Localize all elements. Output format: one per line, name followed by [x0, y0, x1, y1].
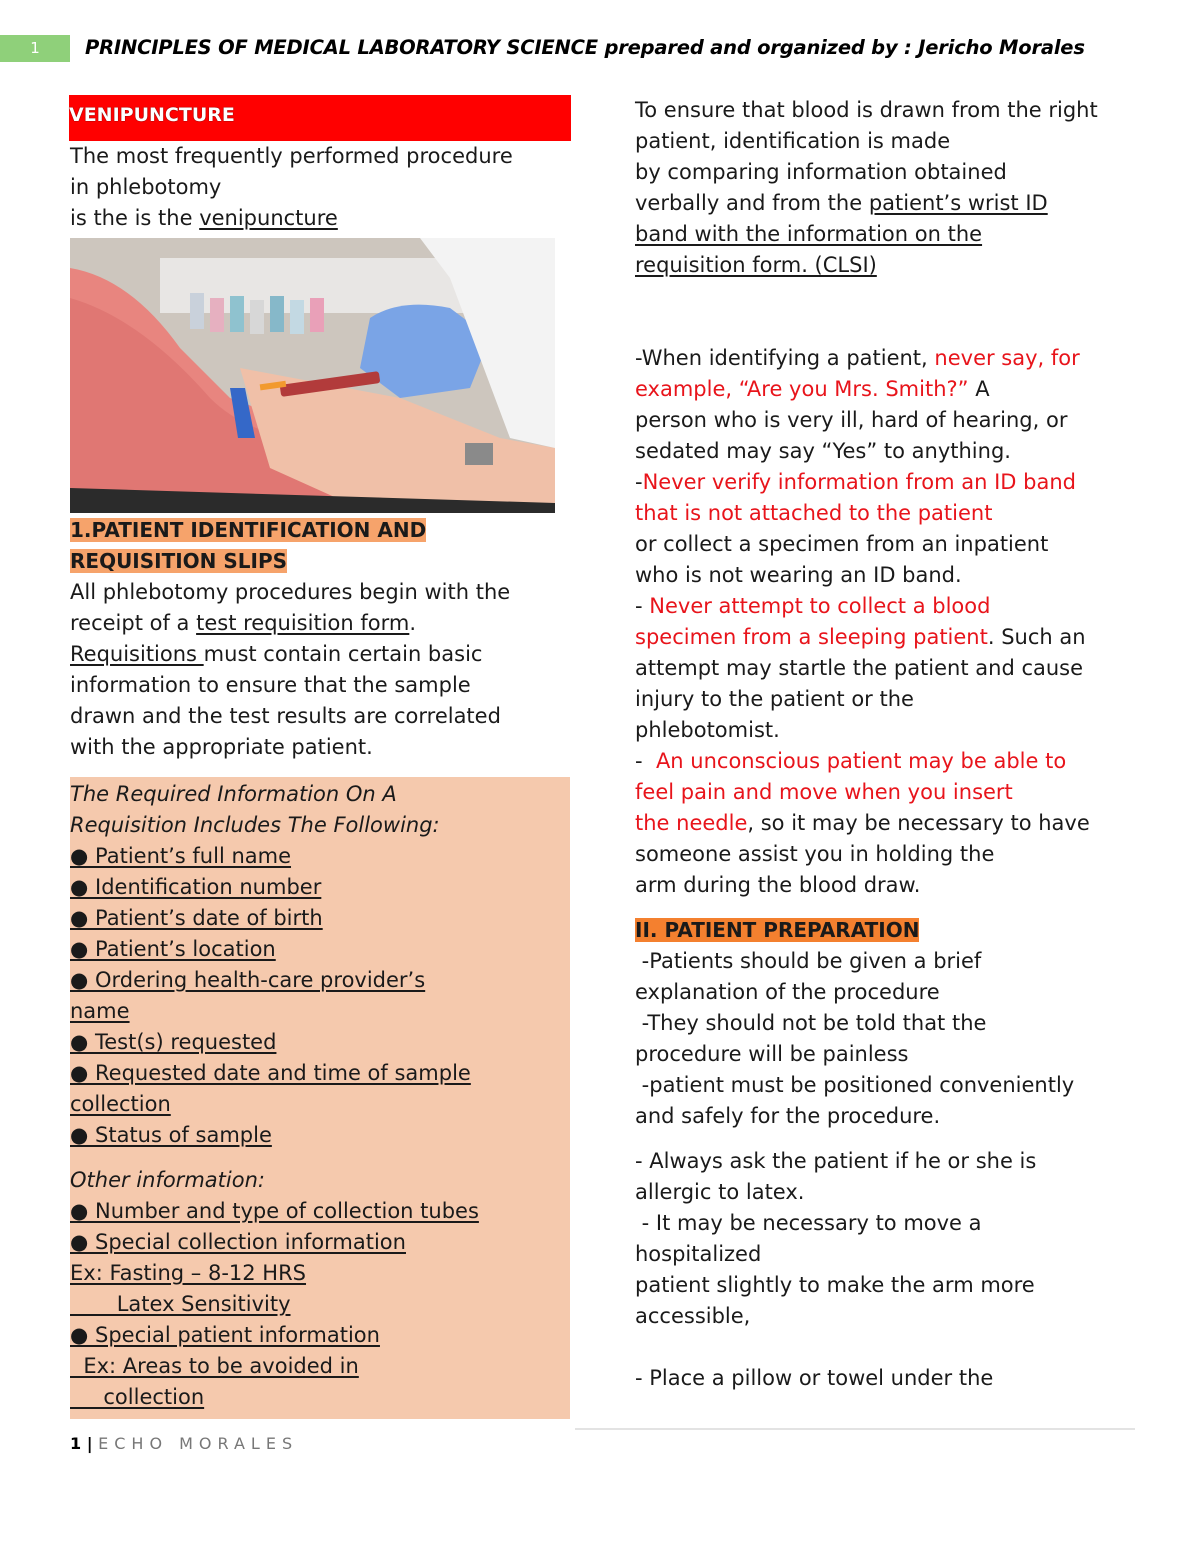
id-para-line3: by comparing information obtained — [635, 160, 1007, 184]
box-intro-line1: The Required Information On A — [70, 782, 397, 806]
other-info-label: Other information: — [70, 1168, 265, 1192]
bullet2-line4: who is not wearing an ID band. — [635, 563, 962, 587]
prep-line: -Patients should be given a brief — [635, 949, 982, 973]
other-item: ● Special patient information — [70, 1323, 380, 1347]
required-item: ● Status of sample — [70, 1123, 272, 1147]
other-item: Ex: Fasting – 8-12 HRS — [70, 1261, 307, 1285]
para1-line3: Requisitions must contain certain basic — [70, 642, 483, 666]
prep-line: and safely for the procedure. — [635, 1104, 941, 1128]
prep-line: -patient must be positioned conveniently — [635, 1073, 1075, 1097]
required-item: ● Patient’s date of birth — [70, 906, 323, 930]
section2-heading: II. PATIENT PREPARATION — [635, 918, 920, 942]
id-para-line4: verbally and from the patient’s wrist ID — [635, 191, 1048, 215]
prep2-line: - It may be necessary to move a — [635, 1211, 982, 1235]
prep-line: -They should not be told that the — [635, 1011, 987, 1035]
footer-page-number: 1 — [70, 1434, 82, 1453]
document-header-title: PRINCIPLES OF MEDICAL LABORATORY SCIENCE prepared and organized by : Jericho Morales — [85, 36, 1085, 59]
id-para-link-line3: requisition form. (CLSI) — [635, 253, 877, 277]
prep-line: procedure will be painless — [635, 1042, 909, 1066]
bullet3-line2: specimen from a sleeping patient. Such an — [635, 625, 1086, 649]
bullet3-line1: - Never attempt to collect a blood — [635, 594, 991, 618]
right-column — [635, 95, 1140, 1394]
bullet2-line3: or collect a specimen from an inpatient — [635, 532, 1049, 556]
intro-line-2: in phlebotomy — [70, 175, 222, 199]
other-item: collection — [70, 1385, 205, 1409]
id-para-link-line2: band with the information on the — [635, 222, 983, 246]
venipuncture-photo — [70, 238, 555, 513]
footer-rule — [575, 1428, 1135, 1430]
prep2-line: allergic to latex. — [635, 1180, 805, 1204]
bullet4-line1: - An unconscious patient may be able to — [635, 749, 1067, 773]
required-item: ● Test(s) requested — [70, 1030, 277, 1054]
box-intro-line2: Requisition Includes The Following: — [70, 813, 440, 837]
venipuncture-photo-illustration — [70, 238, 555, 513]
para1-line1: All phlebotomy procedures begin with the — [70, 580, 511, 604]
page-number-badge: 1 — [0, 35, 70, 62]
required-item: ● Requested date and time of sample — [70, 1061, 471, 1085]
section1-heading-line1: 1.PATIENT IDENTIFICATION AND — [70, 518, 427, 542]
bullet4-line2: feel pain and move when you insert — [635, 780, 1013, 804]
left-column — [70, 95, 570, 1419]
venipuncture-heading-bar — [69, 95, 571, 141]
bullet2-line1: -Never verify information from an ID band — [635, 470, 1076, 494]
bullet3-line5: phlebotomist. — [635, 718, 780, 742]
test-requisition-form-term: test requisition form — [196, 611, 410, 635]
intro-line-1: The most frequently performed procedure — [70, 144, 513, 168]
intro-line-3: is the is the venipuncture — [70, 206, 338, 230]
other-item: Latex Sensitivity — [70, 1292, 291, 1316]
para1-line6: with the appropriate patient. — [70, 735, 373, 759]
prep2-line: accessible, — [635, 1304, 751, 1328]
para1-line2: receipt of a test requisition form. — [70, 611, 416, 635]
bullet1-line2: example, “Are you Mrs. Smith?” A — [635, 377, 990, 401]
other-item: Ex: Areas to be avoided in — [70, 1354, 359, 1378]
para1-line5: drawn and the test results are correlated — [70, 704, 501, 728]
section1-heading-line2: REQUISITION SLIPS — [70, 549, 288, 573]
required-item: ● Ordering health-care provider’s — [70, 968, 426, 992]
required-item: name — [70, 999, 130, 1023]
wrist-id-term: patient’s wrist ID — [868, 191, 1048, 215]
venipuncture-heading: VENIPUNCTURE — [69, 104, 235, 126]
required-item: ● Patient’s location — [70, 937, 276, 961]
bullet3-line4: injury to the patient or the — [635, 687, 914, 711]
bullet4-line4: someone assist you in holding the — [635, 842, 995, 866]
required-item: ● Patient’s full name — [70, 844, 292, 868]
footer-separator: | — [81, 1434, 99, 1453]
bullet4-line3: the needle, so it may be necessary to have — [635, 811, 1090, 835]
required-item: ● Identification number — [70, 875, 322, 899]
para1-line4: information to ensure that the sample — [70, 673, 471, 697]
prep3-line: - Place a pillow or towel under the — [635, 1366, 994, 1390]
id-para-line1: To ensure that blood is drawn from the right — [635, 98, 1098, 122]
prep2-line: - Always ask the patient if he or she is — [635, 1149, 1037, 1173]
page-footer — [70, 1434, 298, 1453]
required-item: collection — [70, 1092, 171, 1116]
prep-line: explanation of the procedure — [635, 980, 940, 1004]
other-item: ● Number and type of collection tubes — [70, 1199, 479, 1223]
bullet1-line1: -When identifying a patient, never say, for — [635, 346, 1080, 370]
prep2-line: patient slightly to make the arm more — [635, 1273, 1035, 1297]
required-info-box — [70, 777, 570, 1419]
bullet1-line3: person who is very ill, hard of hearing, or — [635, 408, 1068, 432]
bullet3-line3: attempt may startle the patient and cause — [635, 656, 1084, 680]
footer-author: ECHO MORALES — [98, 1434, 299, 1453]
prep2-line: hospitalized — [635, 1242, 762, 1266]
bullet1-line4: sedated may say “Yes” to anything. — [635, 439, 1011, 463]
bullet2-line2: that is not attached to the patient — [635, 501, 993, 525]
bullet4-line5: arm during the blood draw. — [635, 873, 921, 897]
id-para-line2: patient, identification is made — [635, 129, 951, 153]
venipuncture-term: venipuncture — [199, 206, 338, 230]
other-item: ● Special collection information — [70, 1230, 406, 1254]
requisitions-term: Requisitions — [70, 642, 204, 666]
